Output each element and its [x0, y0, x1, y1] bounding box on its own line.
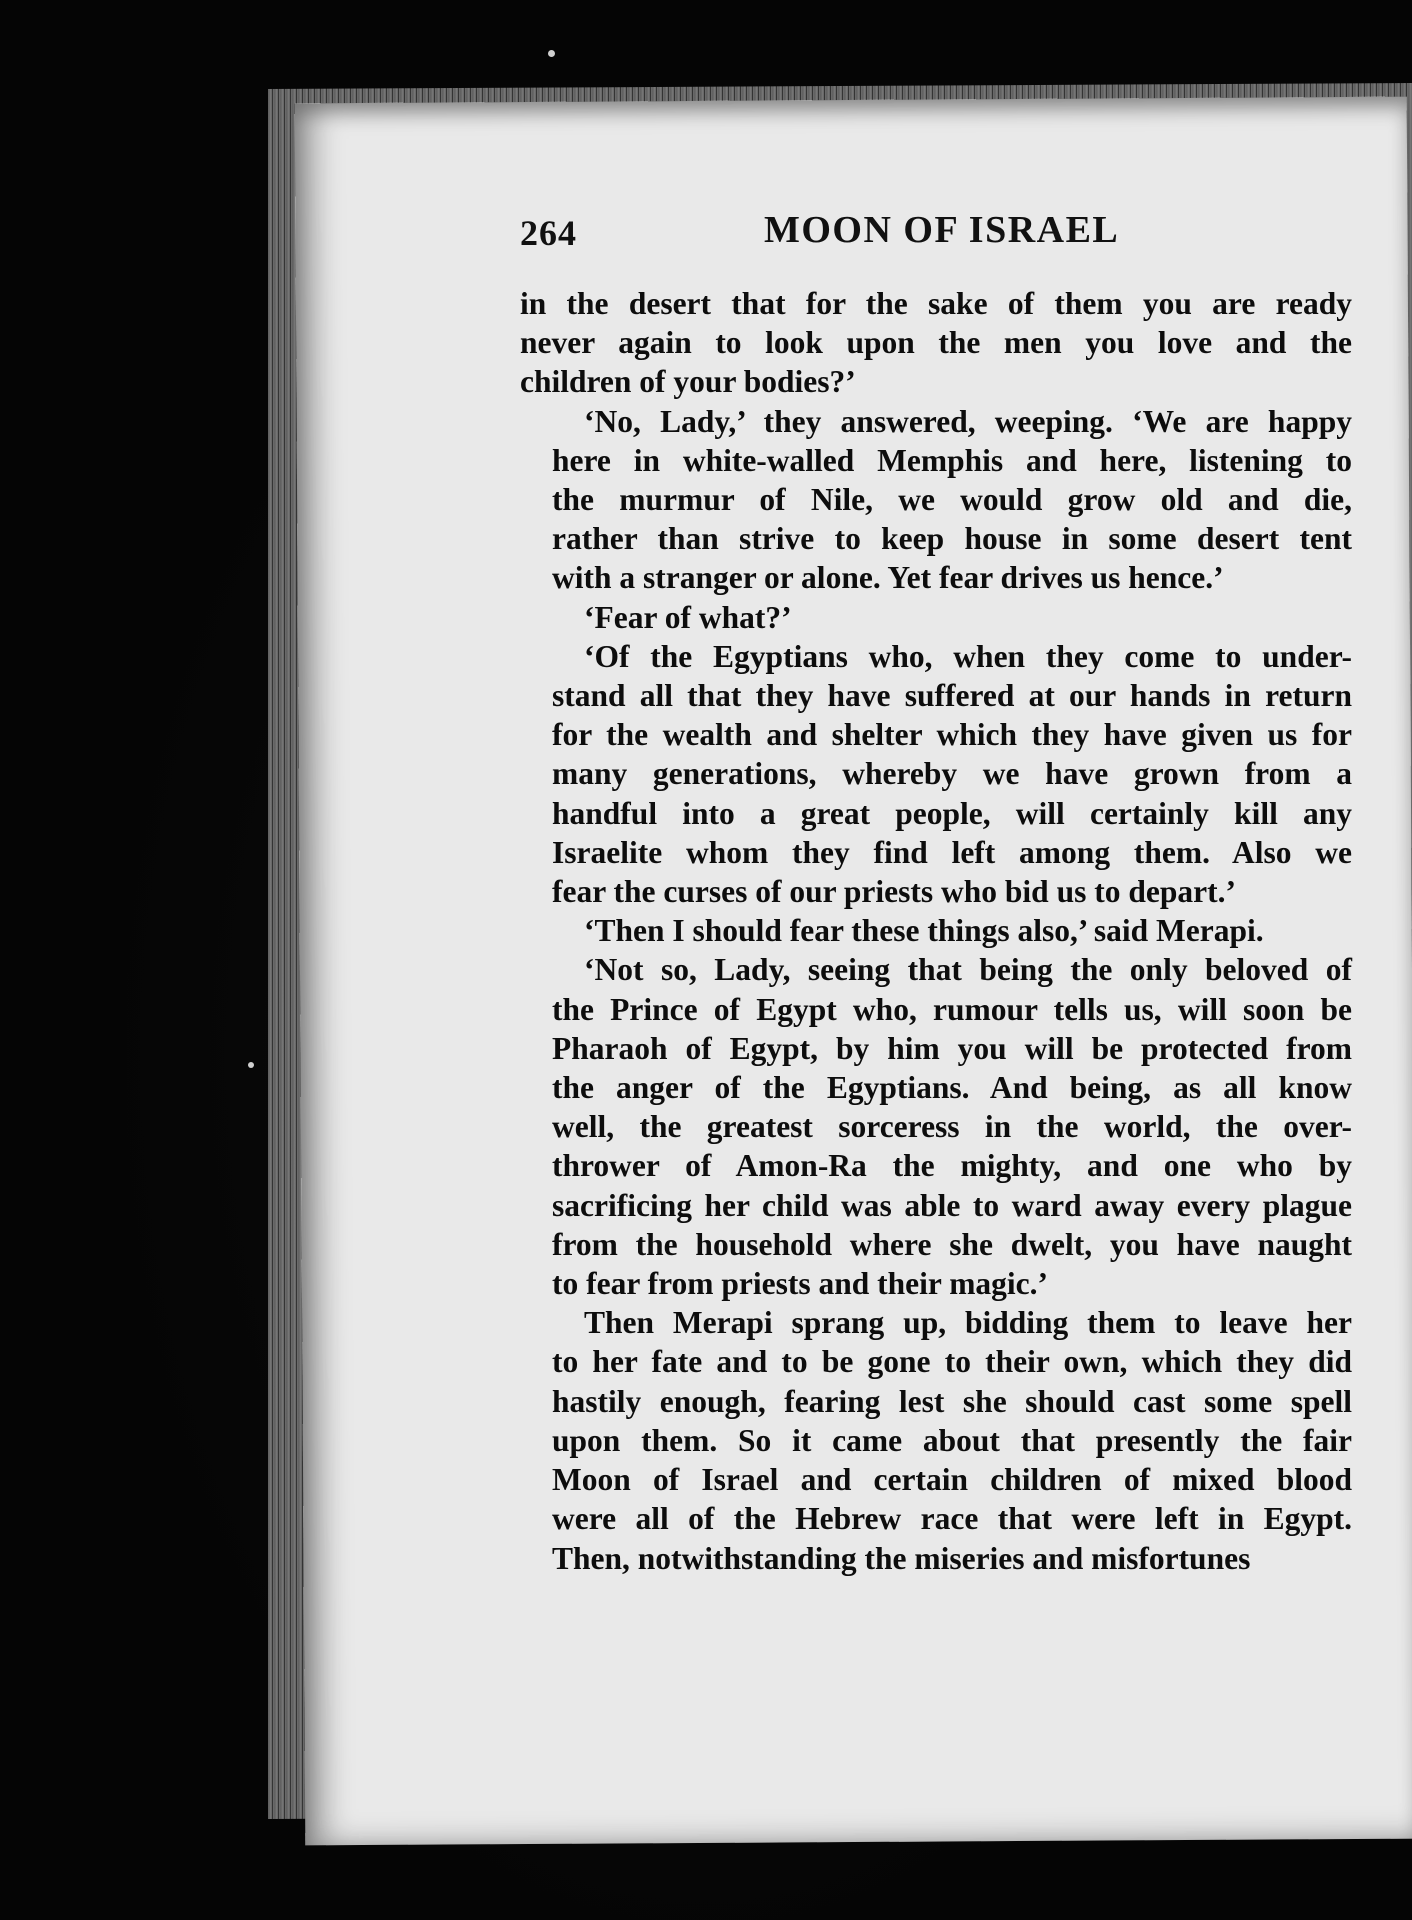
text-line: in the desert that for the sake of them you are ready [520, 286, 1352, 321]
text-line: Then, notwithstanding the miseries and misfortunes [552, 1540, 1251, 1576]
text-line: many generations, whereby we have grown from a [552, 756, 1352, 792]
text-line: sacrificing her child was able to ward away every plague [552, 1187, 1352, 1223]
running-head [520, 209, 1360, 268]
paragraph [520, 637, 1352, 911]
text-line: the Prince of Egypt who, rumour tells us, will soon be [552, 991, 1352, 1027]
text-line: fear the curses of our priests who bid us to depart.’ [552, 874, 1236, 910]
paragraph [520, 284, 1352, 402]
paragraph [520, 1303, 1352, 1577]
text-line: ‘Not so, Lady, seeing that being the only beloved of [584, 952, 1352, 988]
text-line: the anger of the Egyptians. And being, as all know [552, 1070, 1352, 1106]
text-line: ‘No, Lady,’ they answered, weeping. ‘We are happy [584, 403, 1352, 439]
paragraph [520, 402, 1352, 598]
text-line: from the household where she dwelt, you have naught [552, 1226, 1352, 1262]
book-title: MOON OF ISRAEL [764, 209, 1120, 251]
text-line: well, the greatest sorceress in the world, the over- [552, 1109, 1352, 1145]
text-line: hastily enough, fearing lest she should cast some spell [552, 1383, 1352, 1419]
text-line: ‘Of the Egyptians who, when they come to under- [584, 638, 1352, 674]
text-line: with a stranger or alone. Yet fear drives us hence.’ [552, 560, 1224, 596]
text-line: Pharaoh of Egypt, by him you will be protected from [552, 1030, 1352, 1066]
text-line: rather than strive to keep house in some desert tent [552, 521, 1352, 557]
text-line: were all of the Hebrew race that were left in Egypt. [552, 1501, 1352, 1537]
text-line: never again to look upon the men you love and the [520, 325, 1352, 361]
text-line: Moon of Israel and certain children of mixed blood [552, 1462, 1352, 1498]
page-body-text [520, 284, 1352, 1578]
text-line: children of your bodies?’ [520, 364, 856, 400]
text-line: ‘Fear of what?’ [584, 599, 792, 635]
text-line: thrower of Amon-Ra the mighty, and one who by [552, 1148, 1352, 1184]
text-line: upon them. So it came about that presently the fair [552, 1422, 1352, 1458]
text-line: ‘Then I should fear these things also,’ said Merapi. [584, 913, 1264, 949]
text-line: Israelite whom they find left among them. Also we [552, 834, 1352, 870]
text-line: Then Merapi sprang up, bidding them to leave her [584, 1305, 1352, 1341]
page-number: 264 [520, 213, 577, 253]
text-line: the murmur of Nile, we would grow old and die, [552, 482, 1352, 518]
dust-speck [248, 1062, 254, 1068]
text-line: for the wealth and shelter which they have given us for [552, 717, 1352, 753]
paragraph [520, 950, 1352, 1303]
text-line: here in white-walled Memphis and here, listening to [552, 442, 1352, 478]
dust-speck [548, 50, 555, 57]
paragraph [520, 911, 1352, 950]
text-line: to fear from priests and their magic.’ [552, 1266, 1049, 1302]
paragraph [520, 598, 1352, 637]
text-line: stand all that they have suffered at our hands in return [552, 678, 1352, 714]
text-line: to her fate and to be gone to their own, which they did [552, 1344, 1352, 1380]
text-line: handful into a great people, will certainly kill any [552, 795, 1352, 831]
